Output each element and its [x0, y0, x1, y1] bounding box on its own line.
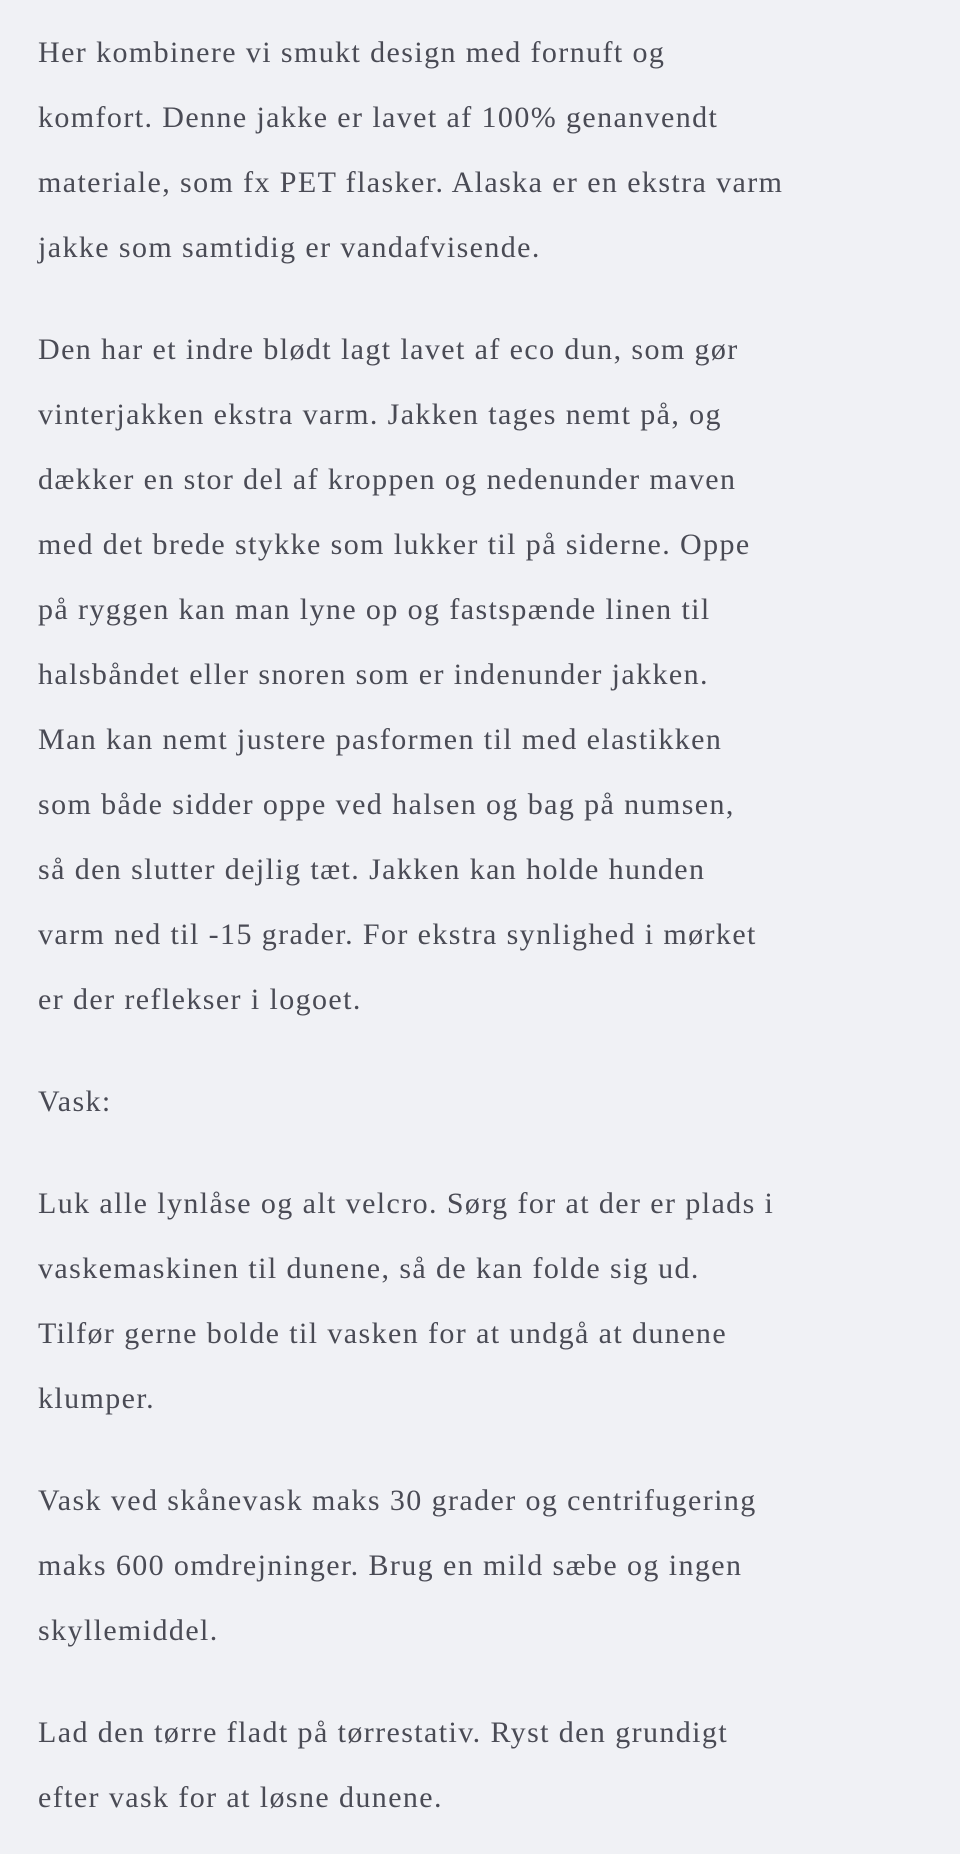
text-line: som både sidder oppe ved halsen og bag på numsen, — [38, 788, 735, 821]
text-line: klumper. — [38, 1382, 156, 1415]
description-paragraph — [38, 317, 930, 1032]
description-paragraph — [38, 20, 930, 280]
description-paragraph — [38, 1700, 930, 1830]
text-line: vinterjakken ekstra varm. Jakken tages nemt på, og — [38, 398, 722, 431]
text-line: dækker en stor del af kroppen og nedenunder maven — [38, 463, 737, 496]
text-line: jakke som samtidig er vandafvisende. — [38, 231, 541, 264]
text-line: komfort. Denne jakke er lavet af 100% genanvendt — [38, 101, 719, 134]
text-line: Man kan nemt justere pasformen til med elastikken — [38, 723, 723, 756]
text-line: Vask ved skånevask maks 30 grader og centrifugering — [38, 1484, 757, 1517]
text-line: efter vask for at løsne dunene. — [38, 1781, 443, 1814]
text-line: Luk alle lynlåse og alt velcro. Sørg for at der er plads i — [38, 1187, 775, 1220]
text-line: Lad den tørre fladt på tørrestativ. Ryst den grundigt — [38, 1716, 729, 1749]
text-line: materiale, som fx PET flasker. Alaska er en ekstra varm — [38, 166, 784, 199]
text-line: med det brede stykke som lukker til på siderne. Oppe — [38, 528, 751, 561]
text-line: Den har et indre blødt lagt lavet af eco dun, som gør — [38, 333, 739, 366]
text-line: på ryggen kan man lyne op og fastspænde linen til — [38, 593, 711, 626]
description-paragraph — [38, 1468, 930, 1663]
text-line: maks 600 omdrejninger. Brug en mild sæbe og ingen — [38, 1549, 743, 1582]
text-line: vaskemaskinen til dunene, så de kan folde sig ud. — [38, 1252, 700, 1285]
text-line: halsbåndet eller snoren som er indenunder jakken. — [38, 658, 709, 691]
text-line: skyllemiddel. — [38, 1614, 219, 1647]
text-line: er der reflekser i logoet. — [38, 983, 362, 1016]
description-paragraph — [38, 1171, 930, 1431]
text-line: Vask: — [38, 1085, 112, 1118]
section-heading-wash — [38, 1069, 930, 1134]
text-line: Tilfør gerne bolde til vasken for at undgå at dunene — [38, 1317, 728, 1350]
text-line: varm ned til -15 grader. For ekstra synlighed i mørket — [38, 918, 757, 951]
text-line: Her kombinere vi smukt design med fornuft og — [38, 36, 666, 69]
text-line: så den slutter dejlig tæt. Jakken kan holde hunden — [38, 853, 706, 886]
